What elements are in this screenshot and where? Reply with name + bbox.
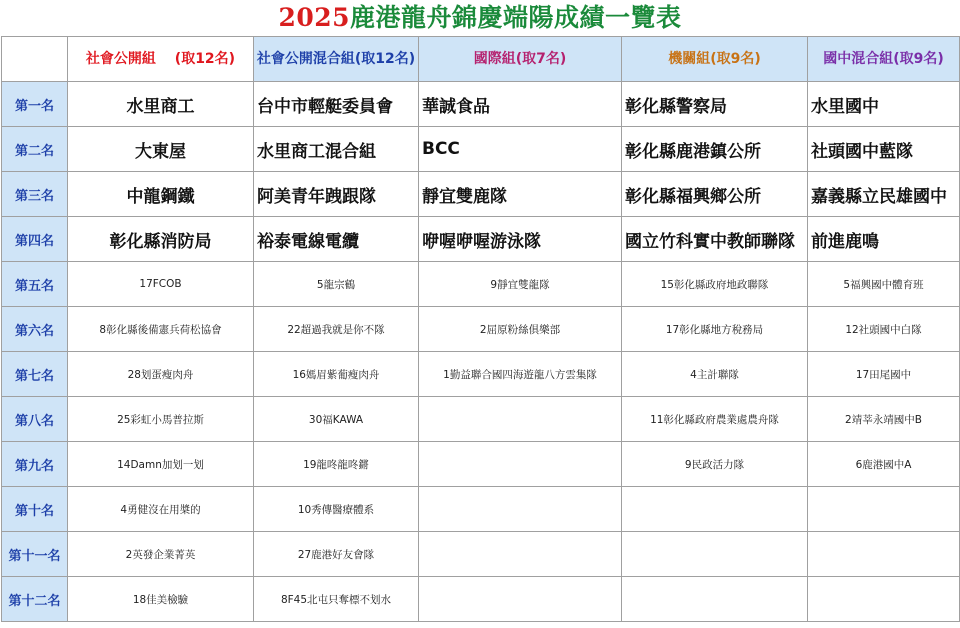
result-cell: 25彩虹小馬普拉斯: [68, 397, 254, 442]
result-cell: 彰化縣鹿港鎮公所: [622, 127, 808, 172]
result-cell: 彰化縣福興鄉公所: [622, 172, 808, 217]
table-row: [2, 172, 960, 217]
result-cell: 嘉義縣立民雄國中: [808, 172, 960, 217]
rank-label: 第四名: [2, 217, 68, 262]
header-junior-high-mixed: 國中混合組(取9名): [808, 37, 960, 82]
header-international: 國際組(取7名): [419, 37, 622, 82]
result-cell: 靜宜雙鹿隊: [419, 172, 622, 217]
rank-label: 第二名: [2, 127, 68, 172]
rank-label: 第八名: [2, 397, 68, 442]
result-cell: 19龍咚龍咚鏘: [254, 442, 419, 487]
result-cell: 水里商工: [68, 82, 254, 127]
rank-label: 第七名: [2, 352, 68, 397]
header-agency: 機關組(取9名): [622, 37, 808, 82]
result-cell: 5福興國中體育班: [808, 262, 960, 307]
result-cell: 水里國中: [808, 82, 960, 127]
corner-cell: [2, 37, 68, 82]
table-row: [2, 217, 960, 262]
result-cell: 2屈原粉絲俱樂部: [419, 307, 622, 352]
table-row: [2, 487, 960, 532]
result-cell: 5龍宗鶴: [254, 262, 419, 307]
result-cell: [808, 577, 960, 622]
result-cell: 社頭國中藍隊: [808, 127, 960, 172]
header-open-mixed: 社會公開混合組(取12名): [254, 37, 419, 82]
rank-label: 第十二名: [2, 577, 68, 622]
result-cell: 15彰化縣政府地政聯隊: [622, 262, 808, 307]
result-cell: 2英發企業菁英: [68, 532, 254, 577]
result-cell: 9靜宜雙龍隊: [419, 262, 622, 307]
table-row: [2, 82, 960, 127]
result-cell: 彰化縣警察局: [622, 82, 808, 127]
table-row: [2, 262, 960, 307]
result-cell: 裕泰電線電纜: [254, 217, 419, 262]
result-cell: 彰化縣消防局: [68, 217, 254, 262]
result-cell: [622, 532, 808, 577]
rank-label: 第九名: [2, 442, 68, 487]
table-row: [2, 442, 960, 487]
result-cell: 6鹿港國中A: [808, 442, 960, 487]
result-cell: 華誠食品: [419, 82, 622, 127]
result-cell: 2靖莘永靖國中B: [808, 397, 960, 442]
result-cell: 12社頭國中白隊: [808, 307, 960, 352]
result-cell: 8彰化縣後備憲兵荷松協會: [68, 307, 254, 352]
result-cell: 17田尾國中: [808, 352, 960, 397]
result-cell: 17彰化縣地方稅務局: [622, 307, 808, 352]
header-open: 社會公開組 (取12名): [68, 37, 254, 82]
result-cell: 前進鹿鳴: [808, 217, 960, 262]
result-cell: 17FCOB: [68, 262, 254, 307]
rank-label: 第十名: [2, 487, 68, 532]
table-row: [2, 577, 960, 622]
result-cell: [419, 487, 622, 532]
title-year: 2025: [278, 3, 351, 32]
result-cell: 4勇健沒在用槳的: [68, 487, 254, 532]
result-cell: 14Damn加划一划: [68, 442, 254, 487]
result-cell: 台中市輕艇委員會: [254, 82, 419, 127]
table-row: [2, 307, 960, 352]
result-cell: 阿美青年跩跟隊: [254, 172, 419, 217]
result-cell: 大東屋: [68, 127, 254, 172]
result-cell: 4主計聯隊: [622, 352, 808, 397]
result-cell: 1勤益聯合國四海遊龍八方雲集隊: [419, 352, 622, 397]
result-cell: 水里商工混合組: [254, 127, 419, 172]
result-cell: [622, 487, 808, 532]
result-cell: 22超過我就是你不隊: [254, 307, 419, 352]
result-cell: 16媽眉紫葡瘦肉舟: [254, 352, 419, 397]
result-cell: 27鹿港好友會隊: [254, 532, 419, 577]
result-cell: [419, 577, 622, 622]
result-cell: [808, 487, 960, 532]
rank-label: 第一名: [2, 82, 68, 127]
results-table: [1, 36, 960, 622]
rank-label: 第六名: [2, 307, 68, 352]
result-cell: 28划蛋瘦肉舟: [68, 352, 254, 397]
result-cell: 8F45北屯只奪標不划水: [254, 577, 419, 622]
result-cell: 10秀傳醫療體系: [254, 487, 419, 532]
result-cell: [622, 577, 808, 622]
table-row: [2, 127, 960, 172]
table-row: [2, 532, 960, 577]
result-cell: 國立竹科實中教師聯隊: [622, 217, 808, 262]
result-cell: 30福KAWA: [254, 397, 419, 442]
rank-label: 第三名: [2, 172, 68, 217]
header-row: [2, 37, 960, 82]
result-cell: [808, 532, 960, 577]
page-title: [0, 0, 960, 36]
result-cell: 咿喔咿喔游泳隊: [419, 217, 622, 262]
result-cell: [419, 442, 622, 487]
result-cell: 18佳美檢驗: [68, 577, 254, 622]
result-cell: 中龍鋼鐵: [68, 172, 254, 217]
result-cell: 9民政活力隊: [622, 442, 808, 487]
title-text: 鹿港龍舟錦慶端陽成績一覽表: [350, 3, 682, 32]
rank-label: 第五名: [2, 262, 68, 307]
result-cell: BCC: [419, 127, 622, 172]
result-cell: 11彰化縣政府農業處農舟隊: [622, 397, 808, 442]
rank-label: 第十一名: [2, 532, 68, 577]
table-row: [2, 397, 960, 442]
result-cell: [419, 397, 622, 442]
result-cell: [419, 532, 622, 577]
table-row: [2, 352, 960, 397]
